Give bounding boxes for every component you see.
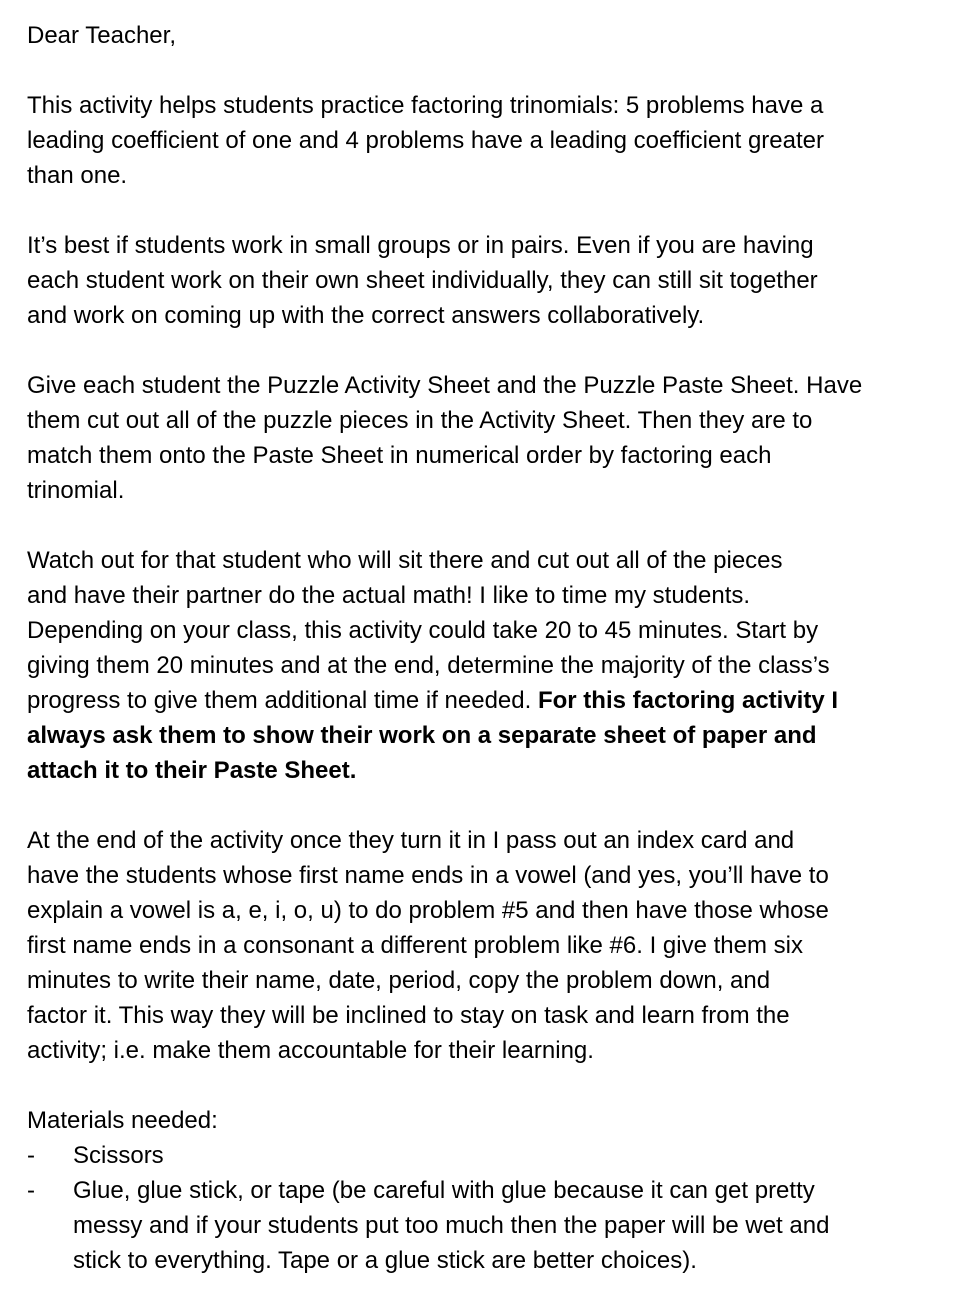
text-line: factor it. This way they will be inclined to stay on task and learn from the bbox=[27, 1002, 790, 1029]
text-line: have the students whose first name ends in a vowel (and yes, you’ll have to bbox=[27, 862, 829, 889]
text-line: trinomial. bbox=[27, 477, 125, 504]
text-line: giving them 20 minutes and at the end, determine the majority of the class’s bbox=[27, 652, 830, 679]
paragraph-instructions bbox=[27, 368, 939, 508]
text-line: It’s best if students work in small groups or in pairs. Even if you are having bbox=[27, 232, 814, 259]
text-line: and work on coming up with the correct answers collaboratively. bbox=[27, 302, 705, 329]
list-item-text: stick to everything. Tape or a glue stick are better choices). bbox=[73, 1247, 697, 1274]
list-item-glue bbox=[27, 1173, 939, 1278]
list-item-text: messy and if your students put too much then the paper will be wet and bbox=[73, 1212, 830, 1239]
bullet-dash: - bbox=[27, 1177, 35, 1204]
materials-section bbox=[27, 1103, 939, 1278]
greeting: Dear Teacher, bbox=[27, 22, 176, 49]
bold-emphasis-line: always ask them to show their work on a separate sheet of paper and bbox=[27, 722, 817, 749]
text-line: minutes to write their name, date, period, copy the problem down, and bbox=[27, 967, 771, 994]
text-line: leading coefficient of one and 4 problems have a leading coefficient greater bbox=[27, 127, 824, 154]
text-line: This activity helps students practice factoring trinomials: 5 problems have a bbox=[27, 92, 824, 119]
text-line: Watch out for that student who will sit there and cut out all of the pieces bbox=[27, 547, 783, 574]
list-item-text: Glue, glue stick, or tape (be careful with glue because it can get pretty bbox=[73, 1177, 815, 1204]
spacer bbox=[27, 1068, 939, 1103]
paragraph-timing bbox=[27, 543, 939, 788]
list-item-scissors bbox=[27, 1138, 939, 1173]
materials-heading: Materials needed: bbox=[27, 1107, 218, 1134]
text-line: first name ends in a consonant a different problem like #6. I give them six bbox=[27, 932, 803, 959]
text-line: them cut out all of the puzzle pieces in the Activity Sheet. Then they are to bbox=[27, 407, 813, 434]
paragraph-grouping bbox=[27, 228, 939, 333]
bullet-dash: - bbox=[27, 1142, 35, 1169]
teacher-letter bbox=[27, 18, 939, 1278]
text-line: and have their partner do the actual math! I like to time my students. bbox=[27, 582, 751, 609]
paragraph-activity-overview bbox=[27, 88, 939, 193]
bold-emphasis: For this factoring activity I bbox=[537, 687, 839, 714]
text-line: activity; i.e. make them accountable for their learning. bbox=[27, 1037, 594, 1064]
text-line: Give each student the Puzzle Activity Sheet and the Puzzle Paste Sheet. Have bbox=[27, 372, 863, 399]
text-line: explain a vowel is a, e, i, o, u) to do problem #5 and then have those whose bbox=[27, 897, 829, 924]
spacer bbox=[27, 53, 939, 88]
text-segment: progress to give them additional time if needed. bbox=[27, 687, 538, 714]
text-line: Depending on your class, this activity could take 20 to 45 minutes. Start by bbox=[27, 617, 819, 644]
text-line: At the end of the activity once they turn it in I pass out an index card and bbox=[27, 827, 795, 854]
paragraph-accountability bbox=[27, 823, 939, 1068]
text-line: match them onto the Paste Sheet in numerical order by factoring each bbox=[27, 442, 772, 469]
spacer bbox=[27, 508, 939, 543]
spacer bbox=[27, 333, 939, 368]
bold-emphasis-line: attach it to their Paste Sheet. bbox=[27, 757, 357, 784]
text-line-mixed bbox=[27, 683, 939, 718]
spacer bbox=[27, 788, 939, 823]
spacer bbox=[27, 193, 939, 228]
text-line: than one. bbox=[27, 162, 128, 189]
list-item-text: Scissors bbox=[73, 1142, 164, 1169]
text-line: each student work on their own sheet individually, they can still sit together bbox=[27, 267, 818, 294]
